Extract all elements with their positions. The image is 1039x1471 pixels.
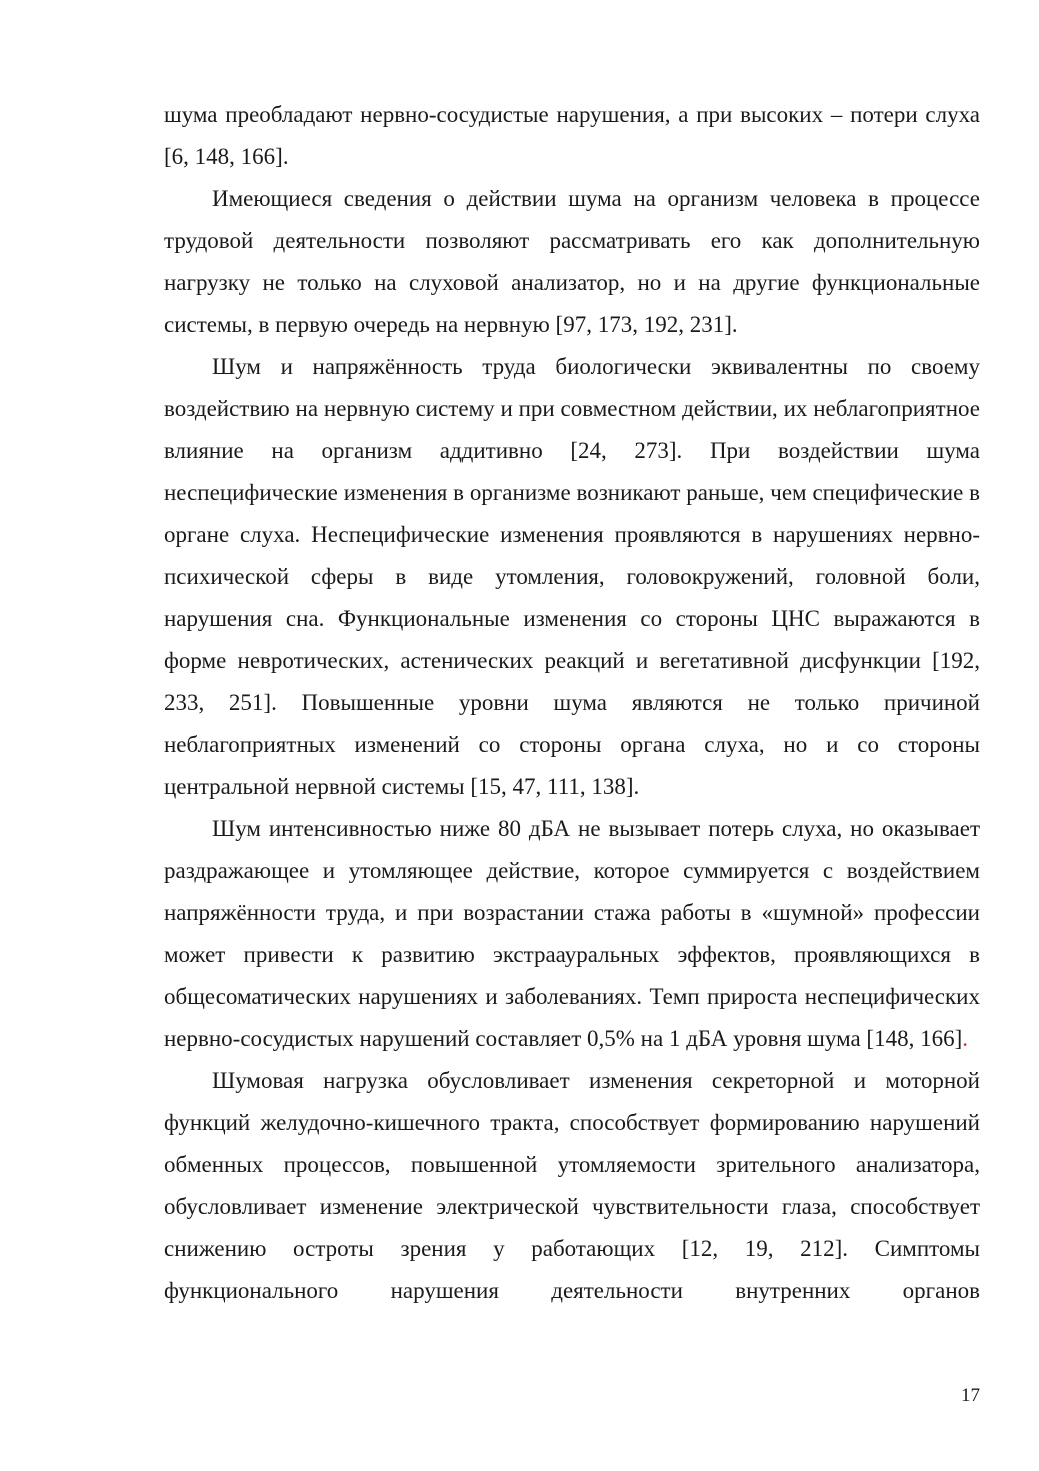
paragraph-3: Шум и напряжённость труда биологически эквивалентны по своему воздействию на нервную систему и при совместном действии, их неблагоприятное влияние на организм аддитивно [24, 273]. При воздействии шума неспецифические изменения в организме возникают раньше, чем специфические в органе слуха. Неспецифические изменения проявляются в нарушениях нервно-психической сферы в виде утомления, головокружений, головной боли, нарушения сна. Функциональные изменения со стороны ЦНС выражаются в форме невротических, астенических реакций и вегетативной дисфункции [192, 233, 251]. Повышенные уровни шума являются не только причиной неблагоприятных изменений со стороны органа слуха, но и со стороны центральной нервной системы [15, 47, 111, 138]. xyxy=(164,354,980,799)
paragraph-4-trailing-period: . xyxy=(962,1026,968,1051)
paragraph-5: Шумовая нагрузка обусловливает изменения секреторной и моторной функций желудочно-кишечного тракта, способствует формированию нарушений обменных процессов, повышенной утомляемости зрительного анализатора, обусловливает изменение электрической чувствительности глаза, способствует снижению остроты зрения у работающих [12, 19, 212]. Симптомы функционального нарушения деятельности внутренних органов xyxy=(164,1068,980,1303)
paragraph-4 xyxy=(164,808,980,1060)
page-number: 17 xyxy=(961,1385,980,1406)
paragraph-2: Имеющиеся сведения о действии шума на организм человека в процессе трудовой деятельности позволяют рассматривать его как дополнительную нагрузку не только на слуховой анализатор, но и на другие функциональные системы, в первую очередь на нервную [97, 173, 192, 231]. xyxy=(164,186,980,337)
document-body xyxy=(164,94,980,1312)
paragraph-1: шума преобладают нервно-сосудистые нарушения, а при высоких – потери слуха [6, 148, 166]. xyxy=(164,102,980,169)
paragraph-4-text: Шум интенсивностью ниже 80 дБА не вызывает потерь слуха, но оказывает раздражающее и утомляющее действие, которое суммируется с воздействием напряжённости труда, и при возрастании стажа работы в «шумной» профессии может привести к развитию экстраауральных эффектов, проявляющихся в общесоматических нарушениях и заболеваниях. Темп прироста неспецифических нервно-сосудистых нарушений составляет 0,5% на 1 дБА уровня шума [148, 166] xyxy=(164,816,980,1051)
